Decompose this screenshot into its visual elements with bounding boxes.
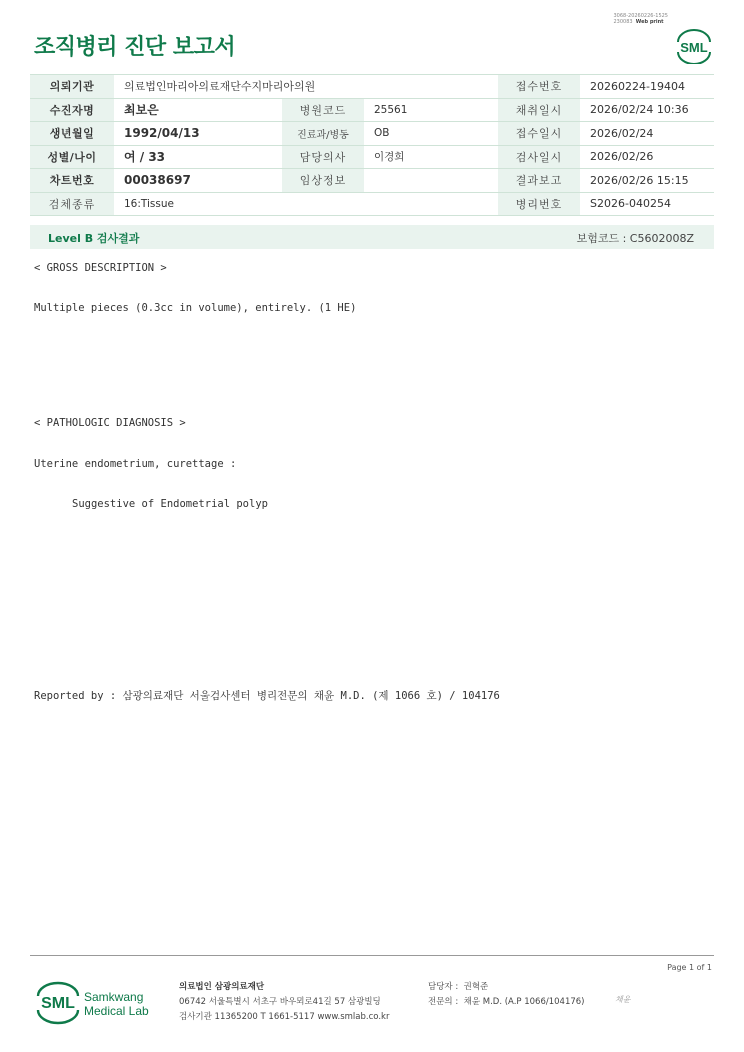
label-result-report: 결과보고 <box>498 169 580 193</box>
label-requesting-org: 의뢰기관 <box>30 75 114 99</box>
footer-divider <box>30 955 714 956</box>
result-level-label: Level B 검사결과 <box>48 232 140 245</box>
value-sex-age: 여 / 33 <box>114 145 282 169</box>
patient-info-table <box>30 74 714 216</box>
value-test-date: 2026/02/26 <box>580 145 714 169</box>
value-doctor: 이경희 <box>364 145 498 169</box>
value-specimen-type: 16:Tissue <box>114 192 498 216</box>
result-level-bar <box>30 225 714 249</box>
label-receipt-date: 접수일시 <box>498 122 580 146</box>
reported-by: Reported by : 삼광의료재단 서울검사센터 병리전문의 채윤 M.D. (제 1066 호) / 104176 <box>34 690 500 702</box>
footer-address-block <box>179 980 389 1025</box>
gross-description-text: Multiple pieces (0.3cc in volume), entirely. (1 HE) <box>34 302 357 314</box>
samkwang-logo-mark: SML <box>41 995 75 1012</box>
label-doctor: 담당의사 <box>282 145 364 169</box>
gross-description-heading: < GROSS DESCRIPTION > <box>34 262 167 274</box>
table-row <box>30 122 714 146</box>
table-row <box>30 98 714 122</box>
value-birth-date: 1992/04/13 <box>114 122 282 146</box>
table-row <box>30 169 714 193</box>
footer-staff-label: 담당자 : <box>428 982 459 992</box>
label-chart-number: 차트번호 <box>30 169 114 193</box>
pathologist-signature: 채윤 <box>615 995 631 1004</box>
label-department: 진료과/병동 <box>282 122 364 146</box>
value-clinical-info <box>364 169 498 193</box>
table-row <box>30 145 714 169</box>
value-department: OB <box>364 122 498 146</box>
pathologic-diagnosis-heading: < PATHOLOGIC DIAGNOSIS > <box>34 417 186 429</box>
label-specimen-type: 검체종류 <box>30 192 114 216</box>
footer-pathologist-label: 전문의 : <box>428 997 459 1007</box>
diagnosis-site: Uterine endometrium, curettage : <box>34 458 237 470</box>
insurance-code: 보험코드 : C5602008Z <box>576 232 694 245</box>
value-chart-number: 00038697 <box>114 169 282 193</box>
label-birth-date: 생년월일 <box>30 122 114 146</box>
print-meta-web: Web print <box>635 19 664 25</box>
footer-org-name: 의료법인 삼광의료재단 <box>179 982 265 992</box>
print-meta <box>613 13 668 25</box>
label-collection-time: 채취일시 <box>498 98 580 122</box>
label-sex-age: 성별/나이 <box>30 145 114 169</box>
value-pathology-number: S2026-040254 <box>580 192 714 216</box>
footer-address: 06742 서울특별시 서초구 바우뫼로41길 57 삼광빌딩 <box>179 997 381 1007</box>
value-hospital-code: 25561 <box>364 98 498 122</box>
page-number: Page 1 of 1 <box>667 963 712 972</box>
label-receipt-number: 접수번호 <box>498 75 580 99</box>
value-receipt-date: 2026/02/24 <box>580 122 714 146</box>
value-result-report: 2026/02/26 15:15 <box>580 169 714 193</box>
print-meta-id: 230083 <box>613 19 633 25</box>
label-patient-name: 수진자명 <box>30 98 114 122</box>
sml-logo <box>674 28 714 64</box>
table-row <box>30 192 714 216</box>
diagnosis-result: Suggestive of Endometrial polyp <box>72 498 268 510</box>
table-row <box>30 75 714 99</box>
label-clinical-info: 임상정보 <box>282 169 364 193</box>
sml-logo-text: SML <box>680 40 708 55</box>
value-collection-time: 2026/02/24 10:36 <box>580 98 714 122</box>
label-pathology-number: 병리번호 <box>498 192 580 216</box>
samkwang-name-line2: Medical Lab <box>84 1004 149 1018</box>
footer-responsible-block <box>428 980 585 1010</box>
label-test-date: 검사일시 <box>498 145 580 169</box>
print-meta-line1: 3068-20260226-1525 <box>613 13 668 19</box>
print-meta-line2 <box>613 19 668 25</box>
label-hospital-code: 병원코드 <box>282 98 364 122</box>
footer-contact: 검사기관 11365200 T 1661-5117 www.smlab.co.kr <box>179 1012 390 1022</box>
footer-pathologist-name: 채윤 M.D. (A.P 1066/104176) <box>463 997 585 1007</box>
samkwang-logo <box>36 980 166 1028</box>
samkwang-name-line1: Samkwang <box>84 990 144 1004</box>
value-patient-name: 최보은 <box>114 98 282 122</box>
report-title: 조직병리 진단 보고서 <box>34 35 236 60</box>
footer-staff-name: 권혁준 <box>463 982 489 992</box>
value-requesting-org: 의료법인마리아의료재단수지마리아의원 <box>114 75 498 99</box>
value-receipt-number: 20260224-19404 <box>580 75 714 99</box>
